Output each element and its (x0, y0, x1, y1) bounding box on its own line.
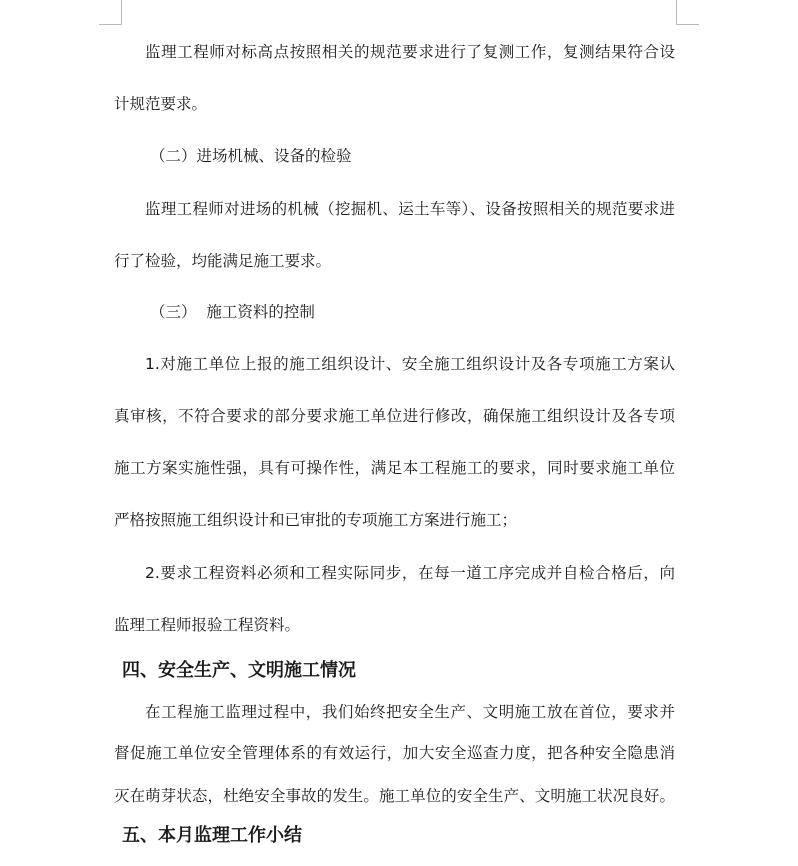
subheading: （二）进场机械、设备的检验 (150, 147, 352, 165)
section-heading: 四、安全生产、文明施工情况 (122, 660, 356, 681)
paragraph-line: 计规范要求。 (114, 95, 208, 113)
paragraph-line: 督促施工单位安全管理体系的有效运行，加大安全巡查力度，把各种安全隐患消 (114, 744, 675, 762)
paragraph-line: 监理工程师报验工程资料。 (114, 616, 301, 634)
paragraph-line: 施工方案实施性强，具有可操作性，满足本工程施工的要求，同时要求施工单位 (114, 459, 675, 477)
paragraph-line: 在工程施工监理过程中，我们始终把安全生产、文明施工放在首位，要求并 (145, 703, 675, 721)
paragraph-line: 灭在萌芽状态，杜绝安全事故的发生。施工单位的安全生产、文明施工状况良好。 (114, 787, 675, 805)
paragraph-line: 真审核，不符合要求的部分要求施工单位进行修改，确保施工组织设计及各专项 (114, 407, 675, 425)
page-margin-corner-top-left (99, 0, 122, 25)
paragraph-line: 1.对施工单位上报的施工组织设计、安全施工组织设计及各专项施工方案认 (145, 355, 675, 373)
paragraph-line: 监理工程师对标高点按照相关的规范要求进行了复测工作，复测结果符合设 (145, 43, 675, 61)
paragraph-line: 2.要求工程资料必须和工程实际同步，在每一道工序完成并自检合格后，向 (145, 564, 675, 582)
paragraph-line: 监理工程师对进场的机械（挖掘机、运土车等）、设备按照相关的规范要求进 (145, 200, 675, 218)
page-margin-corner-top-right (676, 0, 699, 25)
subheading: （三） 施工资料的控制 (150, 303, 315, 321)
paragraph-line: 严格按照施工组织设计和已审批的专项施工方案进行施工； (114, 511, 518, 529)
section-heading: 五、本月监理工作小结 (122, 825, 302, 846)
paragraph-line: 行了检验，均能满足施工要求。 (114, 252, 332, 270)
